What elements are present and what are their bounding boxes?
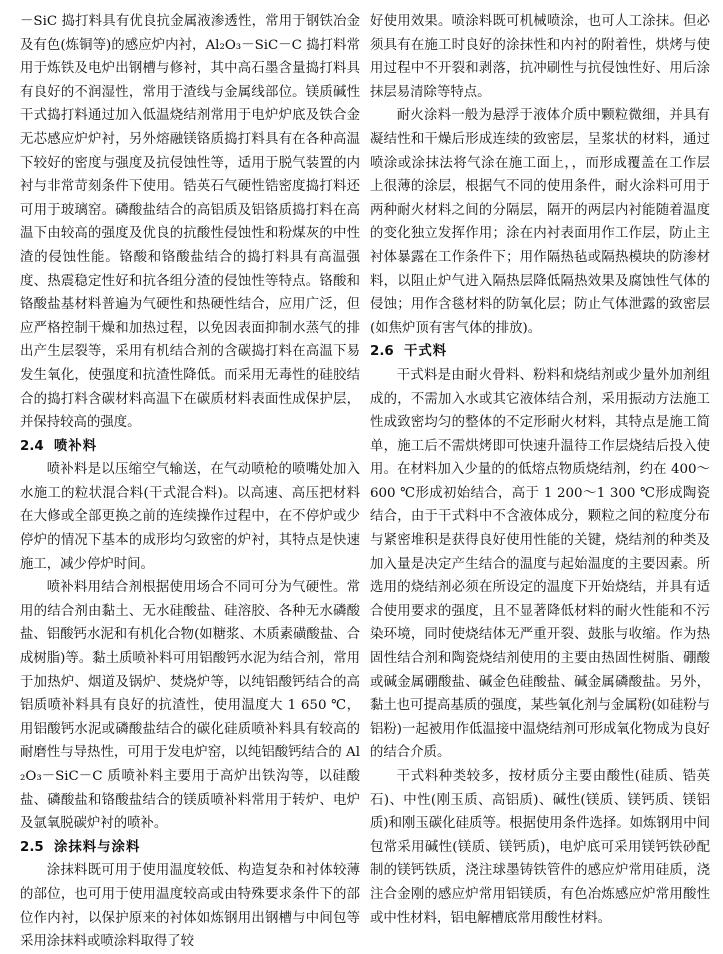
paragraph: 干式料种类较多，按材质分主要由酸性(硅质、锆英石)、中性(刚玉质、高铝质)、碱性(镁质、镁钙质、镁铝质)和刚玉碳化硅质等。根据使用条件选择。如炼钢用中间包常采用碱性(镁质、镁钙质)，电炉底可采用镁钙铁砂配制的镁钙铁质，浇注球墨铸铁管件的感应炉常用硅质，浇注合金刚的感应炉常用铝镁质，有色冶炼感应炉常用酸性或中性材料，铝电解槽底常用酸性材料。	[370, 769, 710, 926]
paragraph: 喷补料用结合剂根据使用场合不同可分为气硬性。常用的结合剂由黏土、无水硅酸盐、硅溶胶、各种无水磷酸盐、铝酸钙水泥和有机化合物(如糖浆、木质素磺酸盐、合成树脂)等。黏土质喷补料可用铝酸钙水泥为结合剂，常用于加热炉、烟道及锅炉、焚烧炉等，以纯铝酸钙结合的高铝质喷补料具有良好的抗渣性，使用温度大 1 650 ℃，用铝酸钙水泥或磷酸盐结合的碳化硅质喷补料具有较高的耐磨性与导热性，可用于发电炉窑，以纯铝酸钙结合的 Al₂O₃－SiC－C 质喷补料主要用于高炉出铁沟等，以硅酸盐、磷酸盐和铬酸盐结合的镁质喷补料常用于转炉、电炉及氩氧脱碳炉衬的喷补。	[20, 580, 360, 832]
right-column	[370, 10, 710, 930]
section-number: 2.6	[370, 344, 394, 360]
paragraph: 涂抹料既可用于使用温度较低、构造复杂和衬体较薄的部位，也可用于使用温度较高或由特殊要求条件下的部位作内衬，以保护原来的衬体如炼钢用出钢槽与中间包等采用涂抹料或喷涂料取得了较	[20, 863, 360, 950]
section-title: 喷补料	[54, 438, 98, 454]
paragraph: 喷补料是以压缩空气输送，在气动喷枪的喷嘴处加入水施工的粒状混合料(干式混合料)。以高速、高压把材料在大修或全部更换之前的连续操作过程中，在不停炉或少停炉的情况下基本的成形均匀致密的炉衬，其特点是快速施工，减少停炉时间。	[20, 462, 360, 572]
paragraph: 干式料是由耐火骨料、粉料和烧结剂或少量外加剂组成的，不需加入水或其它液体结合剂，采用振动方法施工性成致密均匀的整体的不定形耐火材料，其特点是施工简单，施工后不需烘烤即可快速升温待工作层烧结后投入使用。在材料加入少量的的低熔点物质烧结剂，约在 400～600 ℃形成初始结合，高于 1 200～1 300 ℃形成陶瓷结合，由于干式料中不含液体成分，颗粒之间的粒度分布与紧密堆积是获得良好使用性能的关键，烧结剂的种类及加入量是决定产生结合的温度与起始温度的主要因素。所选用的烧结剂必须在所设定的温度下开始烧结，并具有适合使用要求的强度，且不显著降低材料的耐火性能和不污染环境，同时使烧结体无严重开裂、鼓胀与收缩。作为热固性结合剂和陶瓷烧结剂使用的主要由热固性树脂、硼酸或碱金属硼酸盐、碱金色硅酸盐、碱金属磷酸盐。另外，黏土也可提高基质的强度，某些氧化剂与金属粉(如硅粉与铝粉)一起被用作低温接中温烧结剂可形成氧化物成为良好的结合介质。	[370, 367, 710, 761]
section-heading-2-6	[370, 340, 710, 364]
section-number: 2.5	[20, 839, 44, 855]
paragraph: 好使用效果。喷涂料既可机械喷涂，也可人工涂抹。但必须具有在施工时良好的涂抹性和内衬的附着性，烘烤与使用过程中不开裂和剥落，抗冲刷性与抗侵蚀性好、用后涂抹层易清除等特点。	[370, 14, 710, 100]
paragraph: 耐火涂料一般为悬浮于液体介质中颗粒微细，并具有凝结性和干燥后形成连续的致密层，呈浆状的材料，通过喷涂或涂抹法将气涂在施工面上，，而形成覆盖在工作层上很薄的涂层，根据气不同的使用条件，耐火涂料可用于两种耐火材料之间的分隔层，隔开的两层内衬能随着温度的变化独立发挥作用；涂在内衬表面用作工作层，防止主衬体暴露在工作条件下；用作隔热毡或隔热模块的防渗材料，以阻止炉气进入隔热层降低隔热效果及腐蚀性气体的侵蚀；用作含毯材料的防氧化层；防止气体泄露的致密层(如焦炉顶有害气体的排放)。	[370, 108, 710, 336]
section-title: 干式料	[404, 344, 448, 360]
section-number: 2.4	[20, 438, 44, 454]
section-title: 涂抹料与涂料	[54, 839, 141, 855]
paragraph: －SiC 捣打料具有优良抗金属液渗透性，常用于钢铁冶金及有色(炼铜等)的感应炉内衬，Al₂O₃－SiC－C 捣打料常用于炼铁及电炉出钢槽与修衬，其中高石墨含量捣打料具有良好的不润湿性，常用于渣线与金属线部位。镁质碱性干式捣打料通过加入低温烧结剂常用于电炉炉底及铁合金无芯感应炉炉衬，另外熔融镁铬质捣打料具有在各种高温下较好的密度与强度及抗侵蚀性等，适用于脱气装置的内衬与非常苛刻条件下使用。锆英石气硬性锆密度捣打料还可用于玻璃窑。磷酸盐结合的高铝质及铝铬质捣打料在高温下由较高的强度及优良的抗酸性侵蚀性和粉煤灰的中性渣的侵蚀性能。铬酸和铬酸盐结合的捣打料具有高温强度、热震稳定性好和抗各组分渣的侵蚀性等特点。铬酸和铬酸盐基材料普遍为气硬性和热硬性结合，应用广泛，但应严格控制干燥和加热过程，以免因表面抑制水蒸气的排出产生层裂等，采用有机结合剂的含碳捣打料在高温下易发生氧化，使强度和抗渣性降低。而采用无毒性的硅胶结合的捣打料含碳材料高温下在碳质材料表面性成保护层，并保持较高的强度。	[20, 14, 360, 431]
section-heading-2-5	[20, 836, 360, 860]
section-heading-2-4	[20, 435, 360, 459]
left-column	[20, 10, 360, 954]
